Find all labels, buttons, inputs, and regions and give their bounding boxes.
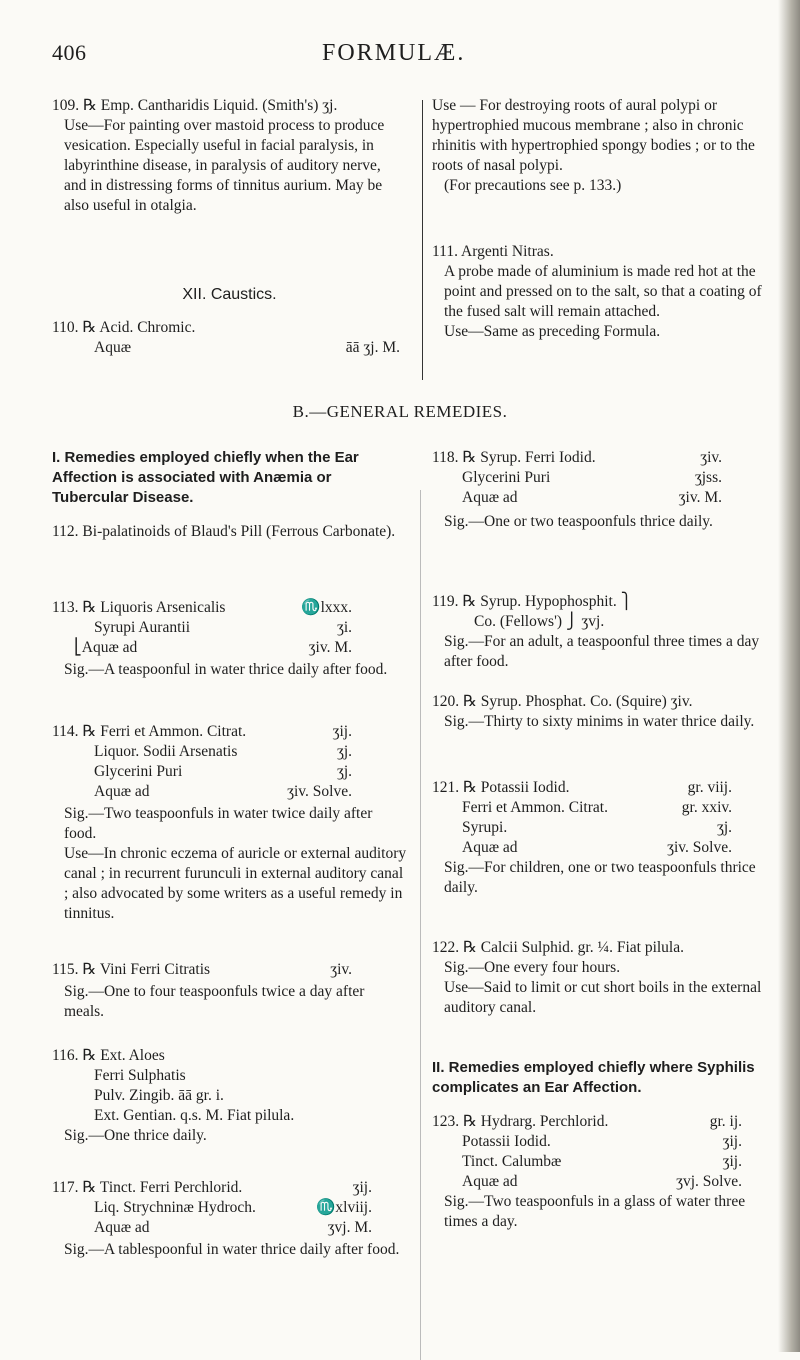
formula-114-use: Use—In chronic eczema of auricle or external auditory canal ; in recurrent furunculi in external auditory canal ; also advocated by some writers as a useful remedy in tinnitus. [64,845,407,922]
formula-118-l3: Aquæ ad [462,489,518,506]
column-divider-lower [420,490,421,1360]
formula-115-sig-text: Sig.—One to four teaspoonfuls twice a day after meals. [64,983,365,1020]
formula-110-dose: āā ʒj. M. [345,339,400,356]
formula-123-sig [432,1192,774,1232]
formula-110 [52,318,400,358]
formula-120 [432,692,774,732]
column-divider [422,100,423,380]
page-number: 406 [52,40,87,65]
formula-117-l1: 117. ℞ Tinct. Ferri Perchlorid. [52,1179,243,1196]
formula-112-text: 112. Bi-palatinoids of Blaud's Pill (Ferrous Carbonate). [52,523,396,540]
formula-123-l3-dose: ʒij. [722,1153,742,1170]
formula-114-l3-dose: ʒj. [336,763,352,780]
formula-114-sig: Sig.—Two teaspoonfuls in water twice daily after food. [64,805,373,842]
formula-121-sig-text: Sig.—For children, one or two teaspoonfuls thrice daily. [444,859,756,896]
formula-115-l1-dose: ʒiv. [330,961,352,978]
formula-123-sig-text: Sig.—Two teaspoonfuls in a glass of water three times a day. [444,1193,746,1230]
formula-110-use [432,96,774,196]
formula-110-ingredient: Aquæ [94,339,132,356]
formula-118-l1: 118. ℞ Syrup. Ferri Iodid. [432,449,596,466]
formula-118-sig-text: Sig.—One or two teaspoonfuls thrice daily. [444,513,713,530]
formula-118-l2-dose: ʒjss. [694,469,722,486]
precaution-note: (For precautions see p. 133.) [444,177,622,194]
formula-113-l2-dose: ʒi. [336,619,352,636]
page-title: FORMULÆ. [322,40,466,66]
formula-123 [432,1112,742,1192]
formula-114 [52,722,352,802]
formula-109 [52,96,407,216]
formula-119-sig: Sig.—For an adult, a teaspoonful three times a day after food. [444,633,760,670]
formula-109-use: Use—For painting over mastoid process to produce vesication. Especially useful in facial paralysis, in labyrinthine disease, in paralysis of auditory nerve, and in distressing forms of tinnitus aurium. May be also useful in otalgia. [64,117,385,214]
formula-116 [52,1046,407,1146]
formula-121-l1-dose: gr. viij. [687,779,732,796]
formula-118-sig [432,512,774,532]
formula-113-l1-dose: ♏lxxx. [301,599,352,616]
formula-110-use-text: Use — For destroying roots of aural polypi or hypertrophied mucous membrane ; also in chronic rhinitis with hypertrophied spongy bodies ; or to the roots of nasal polypi. [432,97,755,174]
formula-118 [432,448,722,508]
formula-109-title: 109. ℞ Emp. Cantharidis Liquid. (Smith's) ʒj. [52,97,338,114]
formula-123-l2: Potassii Iodid. [462,1133,551,1150]
formula-122-sig: Sig.—One every four hours. [444,959,621,976]
heading-syphilis: II. Remedies employed chiefly where Syphilis complicates an Ear Affection. [432,1059,755,1096]
formula-114-notes [52,804,407,924]
formula-119-l2: Co. (Fellows') ⎭ ʒvj. [474,613,605,630]
formula-117-l2-dose: ♏xlviij. [316,1199,372,1216]
formula-118-l1-dose: ʒiv. [700,449,722,466]
formula-113-sig-text: Sig.—A teaspoonful in water thrice daily after food. [64,661,388,678]
formula-116-l4: Ext. Gentian. q.s. M. Fiat pilula. [94,1107,295,1124]
formula-121-l3: Syrupi. [462,819,508,836]
formula-117-l1-dose: ʒij. [352,1179,372,1196]
formula-114-l1: 114. ℞ Ferri et Ammon. Citrat. [52,723,247,740]
formula-116-sig: Sig.—One thrice daily. [64,1127,207,1144]
formula-121-l4-dose: ʒiv. Solve. [667,839,732,856]
formula-121-l3-dose: ʒj. [716,819,732,836]
formula-123-l1-dose: gr. ij. [709,1113,742,1130]
formula-114-l1-dose: ʒij. [332,723,352,740]
formula-123-l1: 123. ℞ Hydrarg. Perchlorid. [432,1113,609,1130]
formula-122 [432,938,774,1018]
formula-117-sig [52,1240,407,1260]
formula-117 [52,1178,372,1238]
formula-111-title: 111. Argenti Nitras. [432,243,554,260]
formula-114-l2: Liquor. Sodii Arsenatis [94,743,238,760]
formula-114-l4: Aquæ ad [94,783,150,800]
formula-123-l4: Aquæ ad [462,1173,518,1190]
formula-111 [432,242,774,342]
formula-115 [52,960,352,980]
formula-114-l2-dose: ʒj. [336,743,352,760]
formula-112 [52,522,407,542]
formula-121-sig [432,858,774,898]
formula-117-sig-text: Sig.—A tablespoonful in water thrice daily after food. [64,1241,400,1258]
formula-113-l3-dose: ʒiv. M. [308,639,352,656]
formula-116-l3: Pulv. Zingib. āā gr. i. [94,1087,224,1104]
formula-117-l3: Aquæ ad [94,1219,150,1236]
formula-114-l3: Glycerini Puri [94,763,183,780]
formula-118-l3-dose: ʒiv. M. [678,489,722,506]
formula-113 [52,598,352,658]
formula-123-l3: Tinct. Calumbæ [462,1153,562,1170]
formula-121-l2-dose: gr. xxiv. [681,799,732,816]
formula-113-l2: Syrupi Aurantii [94,619,191,636]
formula-122-use: Use—Said to limit or cut short boils in the external auditory canal. [444,979,762,1016]
general-remedies-heading: B.—GENERAL REMEDIES. [292,402,508,421]
formula-118-l2: Glycerini Puri [462,469,551,486]
formula-111-desc: A probe made of aluminium is made red hot at the point and pressed on to the salt, so that a coating of the fused salt will remain attached. [444,263,762,320]
formula-116-l2: Ferri Sulphatis [94,1067,186,1084]
formula-123-l4-dose: ʒvj. Solve. [676,1173,742,1190]
formula-122-l1: 122. ℞ Calcii Sulphid. gr. ¼. Fiat pilula. [432,939,684,956]
page-edge-shadow [778,0,800,1352]
formula-119-l1: 119. ℞ Syrup. Hypophosphit. ⎫ [432,593,633,610]
formula-115-l1: 115. ℞ Vini Ferri Citratis [52,961,211,978]
formula-121-l2: Ferri et Ammon. Citrat. [462,799,608,816]
formula-119 [432,592,774,672]
formula-117-l2: Liq. Strychninæ Hydroch. [94,1199,256,1216]
formula-120-sig: Sig.—Thirty to sixty minims in water thrice daily. [444,713,755,730]
caustics-heading: XII. Caustics. [182,286,277,303]
formula-113-sig [52,660,407,680]
formula-110-line1: 110. ℞ Acid. Chromic. [52,319,196,336]
formula-115-sig [52,982,407,1022]
formula-123-l2-dose: ʒij. [722,1133,742,1150]
formula-121 [432,778,732,858]
formula-113-l1: 113. ℞ Liquoris Arsenicalis [52,599,226,616]
formula-121-l4: Aquæ ad [462,839,518,856]
formula-121-l1: 121. ℞ Potassii Iodid. [432,779,570,796]
formula-113-l3: ⎣Aquæ ad [74,639,138,656]
formula-120-l1: 120. ℞ Syrup. Phosphat. Co. (Squire) ʒiv. [432,693,693,710]
formula-116-l1: 116. ℞ Ext. Aloes [52,1047,165,1064]
formula-114-l4-dose: ʒiv. Solve. [287,783,352,800]
heading-anaemia: I. Remedies employed chiefly when the Ear Affection is associated with Anæmia or Tubercular Disease. [52,449,359,506]
formula-111-use: Use—Same as preceding Formula. [444,323,661,340]
formula-117-l3-dose: ʒvj. M. [327,1219,372,1236]
